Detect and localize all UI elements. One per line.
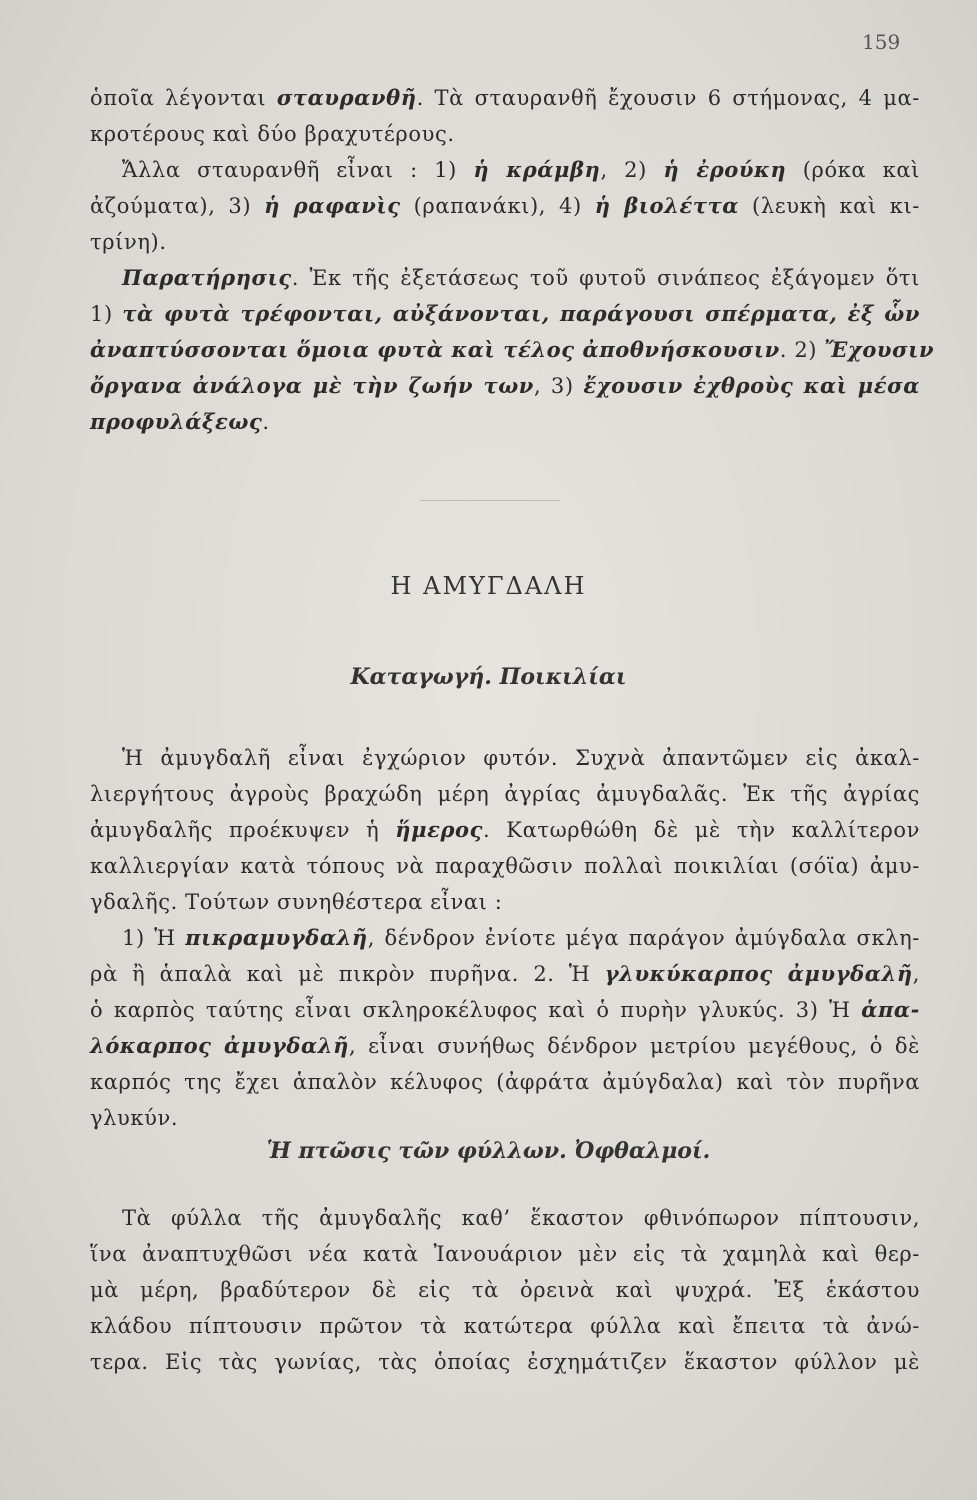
leaves-paragraph	[90, 1200, 920, 1380]
page-number: 159	[862, 30, 901, 54]
text-line: μὰ μέρη, βραδύτερον δὲ εἰς τὰ ὀρεινὰ καὶ ψυχρά. Ἐξ ἑκάστου	[90, 1278, 920, 1302]
text-line: ἀμυγδαλῆς προέκυψεν ἡ ἥμερος. Κατωρθώθη δὲ μὲ τὴν καλλίτερον	[90, 817, 920, 842]
text-line: ὁποῖα λέγονται σταυρανθῆ. Τὰ σταυρανθῆ ἔχουσιν 6 στήμονας, 4 μα-	[90, 85, 920, 110]
text-line: γλυκύν.	[90, 1106, 179, 1130]
text-line: κροτέρους καὶ δύο βραχυτέρους.	[90, 122, 455, 146]
origin-paragraph	[90, 740, 920, 1136]
text-line: Τὰ φύλλα τῆς ἀμυγδαλῆς καθ’ ἕκαστον φθινόπωρον πίπτουσιν,	[122, 1206, 920, 1230]
text-line: γδαλῆς. Τούτων συνηθέστερα εἶναι :	[90, 890, 503, 914]
text-line: Παρατήρησις. Ἐκ τῆς ἐξετάσεως τοῦ φυτοῦ σινάπεος ἐξάγομεν ὅτι	[122, 265, 920, 290]
faint-divider	[420, 500, 560, 501]
text-line: 1) τὰ φυτὰ τρέφονται, αὐξάνονται, παράγουσι σπέρματα, ἐξ ὧν	[90, 301, 920, 326]
section-subtitle: Καταγωγή. Ποικιλίαι	[350, 664, 627, 690]
intro-paragraph	[90, 80, 935, 440]
text-line: Ἡ ἀμυγδαλῆ εἶναι ἐγχώριον φυτόν. Συχνὰ ἀπαντῶμεν εἰς ἀκαλ-	[122, 746, 920, 770]
text-line: τερα. Εἰς τὰς γωνίας, τὰς ὁποίας ἐσχημάτιζεν ἕκαστον φύλλον μὲ	[90, 1350, 920, 1374]
text-line: ὄργανα ἀνάλογα μὲ τὴν ζωήν των, 3) ἔχουσιν ἐχθροὺς καὶ μέσα	[90, 373, 920, 398]
section-title: Η ΑΜΥΓΔΑΛΗ	[390, 572, 587, 600]
text-line: κλάδου πίπτουσιν πρῶτον τὰ κατώτερα φύλλα καὶ ἔπειτα τὰ ἀνώ-	[90, 1314, 920, 1338]
text-line: Ἄλλα σταυρανθῆ εἶναι : 1) ἡ κράμβη, 2) ἡ ἐρούκη (ρόκα καὶ	[122, 157, 920, 182]
text-line: ἀναπτύσσονται ὅμοια φυτὰ καὶ τέλος ἀποθνήσκουσιν. 2) Ἔχουσιν	[90, 337, 935, 362]
text-line: λιεργήτους ἀγροὺς βραχώδη μέρη ἀγρίας ἀμυγδαλᾶς. Ἐκ τῆς ἀγρίας	[90, 782, 920, 806]
text-line: ἵνα ἀναπτυχθῶσι νέα κατὰ Ἰανουάριον μὲν εἰς τὰ χαμηλὰ καὶ θερ-	[90, 1242, 920, 1266]
text-line: προφυλάξεως.	[90, 409, 270, 434]
text-line: ρὰ ἢ ἁπαλὰ καὶ μὲ πικρὸν πυρῆνα. 2. Ἡ γλυκύκαρπος ἀμυγδαλῆ,	[90, 961, 920, 986]
leaves-subtitle: Ἡ πτῶσις τῶν φύλλων. Ὀφθαλμοί.	[266, 1138, 711, 1164]
text-line: ἀζούματα), 3) ἡ ραφανὶς (ραπανάκι), 4) ἡ βιολέττα (λευκὴ καὶ κι-	[90, 193, 920, 218]
text-line: ὁ καρπὸς ταύτης εἶναι σκληροκέλυφος καὶ ὁ πυρὴν γλυκύς. 3) Ἡ ἁπα-	[90, 997, 920, 1022]
text-line: καρπός της ἔχει ἁπαλὸν κέλυφος (ἀφράτα ἀμύγδαλα) καὶ τὸν πυρῆνα	[90, 1070, 920, 1094]
text-line: λόκαρπος ἀμυγδαλῆ, εἶναι συνήθως δένδρον μετρίου μεγέθους, ὁ δὲ	[90, 1033, 920, 1058]
text-line: 1) Ἡ πικραμυγδαλῆ, δένδρον ἐνίοτε μέγα παράγον ἀμύγδαλα σκλη-	[122, 925, 920, 950]
text-line: τρίνη).	[90, 230, 167, 254]
text-line: καλλιεργίαν κατὰ τόπους νὰ παραχθῶσιν πολλαὶ ποικιλίαι (σόϊα) ἀμυ-	[90, 854, 920, 878]
